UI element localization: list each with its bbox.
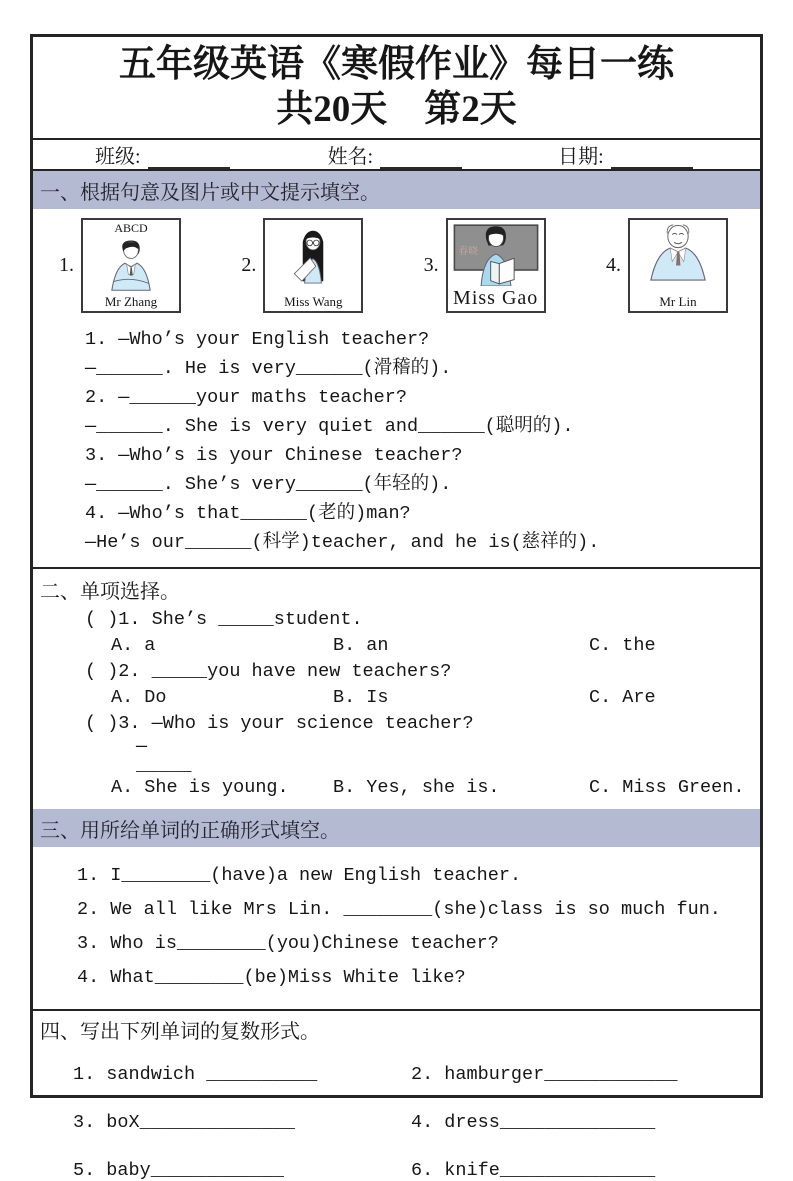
title-line-1: 五年级英语《寒假作业》每日一练 bbox=[119, 44, 674, 85]
option-b: B. an bbox=[333, 635, 389, 657]
mr-zhang-figure-icon bbox=[103, 238, 159, 292]
teacher-images-row bbox=[33, 209, 760, 319]
date-label: 日期: bbox=[558, 146, 604, 169]
section1-questions bbox=[33, 319, 760, 567]
s2-q2-options bbox=[33, 685, 760, 711]
teacher-image-4 bbox=[606, 218, 728, 313]
s1-line: 4. —Who’s that______(老的)man? bbox=[85, 503, 411, 525]
class-label: 班级: bbox=[95, 146, 141, 169]
s3-line: 1. I________(have)a new English teacher. bbox=[77, 865, 522, 887]
page-title bbox=[33, 37, 760, 140]
s3-line: 3. Who is________(you)Chinese teacher? bbox=[77, 933, 499, 955]
mr-zhang-box bbox=[81, 218, 181, 313]
s2-q3-stem: ( )3. —Who is your science teacher? bbox=[85, 713, 474, 735]
s3-line: 4. What________(be)Miss White like? bbox=[77, 967, 466, 989]
s2-q1-stem: ( )1. She’s _____student. bbox=[85, 609, 363, 631]
title-line-2: 共20天 第2天 bbox=[276, 89, 517, 131]
s1-line: 1. —Who’s your English teacher? bbox=[85, 329, 430, 351]
section4-heading: 四、写出下列单词的复数形式。 bbox=[40, 1021, 320, 1044]
section2-heading: 二、单项选择。 bbox=[40, 581, 180, 604]
miss-gao-figure-icon bbox=[450, 222, 542, 286]
miss-wang-figure-icon bbox=[285, 222, 341, 290]
date-field bbox=[558, 140, 693, 169]
mr-lin-box bbox=[628, 218, 728, 313]
s2-q3-dash: — bbox=[136, 736, 148, 758]
section4-items bbox=[33, 1047, 760, 1181]
option-c: C. Miss Green. bbox=[589, 777, 745, 799]
section4 bbox=[33, 1009, 760, 1181]
miss-gao-box bbox=[446, 218, 546, 313]
teacher-image-2 bbox=[241, 218, 363, 313]
miss-gao-label: Miss Gao bbox=[453, 287, 539, 310]
date-blank bbox=[611, 146, 693, 169]
option-c: C. Are bbox=[589, 687, 656, 709]
s4-item: 5. baby____________ bbox=[73, 1160, 284, 1181]
s4-item: 3. boX______________ bbox=[73, 1112, 296, 1134]
s2-q2-stem: ( )2. _____you have new teachers? bbox=[85, 661, 452, 683]
s3-line: 2. We all like Mrs Lin. ________(she)class is so much fun. bbox=[77, 899, 721, 921]
s1-line: —______. He is very______(滑稽的). bbox=[85, 358, 452, 380]
option-b: B. Yes, she is. bbox=[333, 777, 500, 799]
class-field bbox=[95, 140, 230, 169]
section3-heading: 三、用所给单词的正确形式填空。 bbox=[33, 809, 760, 847]
option-c: C. the bbox=[589, 635, 656, 657]
worksheet-page bbox=[30, 34, 763, 1181]
name-blank bbox=[380, 146, 462, 169]
s2-q3-options bbox=[33, 775, 760, 801]
blackboard-text: 春晓 bbox=[458, 246, 478, 258]
name-field bbox=[328, 140, 463, 169]
image-number-4: 4. bbox=[605, 254, 621, 277]
s4-item: 2. hamburger____________ bbox=[411, 1064, 678, 1086]
s2-q1-options bbox=[33, 633, 760, 659]
teacher-image-1 bbox=[59, 218, 181, 313]
miss-wang-label: Miss Wang bbox=[284, 294, 343, 310]
s2-q3-blank: _____ bbox=[136, 755, 192, 777]
s1-line: —______. She’s very______(年轻的). bbox=[85, 474, 452, 496]
info-row bbox=[33, 140, 760, 171]
section2 bbox=[33, 567, 760, 809]
option-a: A. a bbox=[111, 635, 156, 657]
abcd-text: ABCD bbox=[114, 221, 148, 236]
s1-line: 3. —Who’s is your Chinese teacher? bbox=[85, 445, 463, 467]
s4-item: 4. dress______________ bbox=[411, 1112, 656, 1134]
image-number-1: 1. bbox=[59, 254, 74, 277]
s1-line: 2. —______your maths teacher? bbox=[85, 387, 407, 409]
name-label: 姓名: bbox=[327, 146, 374, 169]
s4-item: 1. sandwich __________ bbox=[73, 1064, 318, 1086]
mr-lin-label: Mr Lin bbox=[659, 294, 697, 310]
option-a: A. She is young. bbox=[111, 777, 289, 799]
class-blank bbox=[148, 146, 230, 169]
teacher-image-3 bbox=[424, 218, 546, 313]
miss-wang-box bbox=[263, 218, 363, 313]
image-number-2: 2. bbox=[241, 254, 257, 277]
option-b: B. Is bbox=[333, 687, 389, 709]
s4-item: 6. knife______________ bbox=[411, 1160, 656, 1181]
mr-zhang-label: Mr Zhang bbox=[104, 294, 158, 310]
s1-line: —He’s our______(科学)teacher, and he is(慈祥的). bbox=[85, 532, 600, 554]
section1-heading: 一、根据句意及图片或中文提示填空。 bbox=[33, 171, 760, 209]
mr-lin-figure-icon bbox=[647, 222, 709, 282]
s1-line: —______. She is very quiet and______(聪明的). bbox=[85, 416, 574, 438]
image-number-3: 3. bbox=[423, 254, 439, 277]
option-a: A. Do bbox=[111, 687, 167, 709]
section3-questions bbox=[33, 847, 760, 1009]
